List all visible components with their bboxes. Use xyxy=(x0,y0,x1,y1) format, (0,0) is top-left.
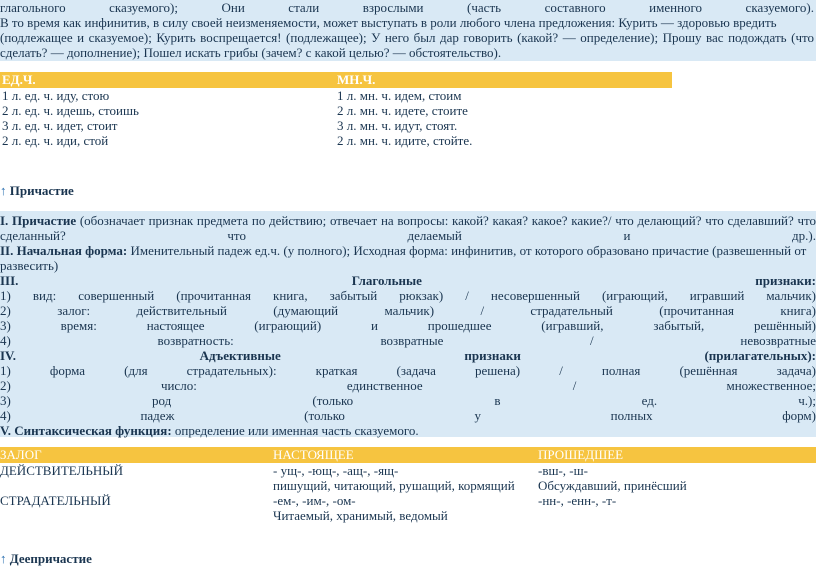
table-row xyxy=(0,118,672,133)
list-item: 1) форма (для страдательных): краткая (задача решена) / полная (решённая задача) xyxy=(0,363,816,378)
list-item: 4) возвратность: возвратные / невозвратные xyxy=(0,333,816,348)
table-row xyxy=(0,493,816,523)
table-cell: ДЕЙСТВИТЕЛЬНЫЙ xyxy=(0,463,123,478)
gerund-heading xyxy=(0,551,92,566)
table-cell: 3 л. мн. ч. идут, стоят. xyxy=(337,118,458,133)
back-to-top-link[interactable]: ↑ xyxy=(0,183,7,198)
table-header-row xyxy=(0,447,816,463)
table-cell: -нн-, -енн-, -т- xyxy=(538,493,617,508)
list-item: 4) падеж (только у полных форм) xyxy=(0,408,816,423)
text-line: развесить) xyxy=(0,258,59,273)
list-item: 1) вид: совершенный (прочитанная книга, забытый рюкзак) / несовершенный (играющий, игравший мальчик) xyxy=(0,288,816,303)
table-cell: 3 л. ед. ч. идет, стоит xyxy=(2,118,118,133)
list-item: 3) время: настоящее (играющий) и прошедшее (игравший, забытый, решённый) xyxy=(0,318,816,333)
back-to-top-link[interactable]: ↑ xyxy=(0,551,7,566)
table-cell: - ущ-, -ющ-, -ащ-, -ящ- пишущий, читающий, рушащий, кормящий xyxy=(273,463,515,493)
header-voice: ЗАЛОГ xyxy=(0,447,273,463)
bold-label: V. Синтаксическая функция: xyxy=(0,423,172,438)
text-line: I. Причастие (обозначает признак предмета по действию; отвечает на вопросы: какой? какая? какое? какие?/ что делающий? что сделавший? что xyxy=(0,213,816,228)
voice-tense-table xyxy=(0,447,816,523)
text-line: сделать? — дополнение); Пошел искать грибы (зачем? с какой целью? — обстоятельство). xyxy=(0,45,502,60)
text-line: сделанный? что делаемый и др.). xyxy=(0,228,816,243)
table-cell: СТРАДАТЕЛЬНЫЙ xyxy=(0,493,111,508)
table-cell: 2 л. мн. ч. идете, стоите xyxy=(337,103,468,118)
header-plural: МН.Ч. xyxy=(335,72,672,88)
text-line: В то время как инфинитив, в силу своей неизменяемости, может выступать в роли любого члена предложения: Курить — здоровью вредить xyxy=(0,15,777,30)
header-singular: ЕД.Ч. xyxy=(0,72,335,88)
participle-text-block xyxy=(0,211,816,437)
text-line: (подлежащее и сказуемое); Курить воспрещается! (подлежащее); У него был дар говорить (какой? — определение); Прошу вас подождать (что xyxy=(0,30,814,45)
list-item: 3) род (только в ед. ч.); xyxy=(0,393,816,408)
table-cell: 1 л. мн. ч. идем, стоим xyxy=(337,88,462,103)
table-cell: 1 л. ед. ч. иду, стою xyxy=(2,88,110,103)
bold-label: III. Глагольные признаки: xyxy=(0,273,816,288)
header-past: ПРОШЕДШЕЕ xyxy=(538,447,816,463)
table-row xyxy=(0,133,672,148)
text-line: V. Синтаксическая функция: определение или именная часть сказуемого. xyxy=(0,423,419,438)
list-item: 2) число: единственное / множественное; xyxy=(0,378,816,393)
list-item: 2) залог: действительный (думающий мальчик) / страдательный (прочитанная книга) xyxy=(0,303,816,318)
bold-label: IV. Адъективные признаки (прилагательных): xyxy=(0,348,816,363)
table-row xyxy=(0,103,672,118)
bold-label: II. Начальная форма: xyxy=(0,243,128,258)
table-cell: -ем-, -им-, -ом- Читаемый, хранимый, ведомый xyxy=(273,493,448,523)
table-cell: -вш-, -ш- Обсуждавший, принёсший xyxy=(538,463,687,493)
participle-heading xyxy=(0,183,74,198)
table-cell: 2 л. мн. ч. идите, стойте. xyxy=(337,133,473,148)
text-line: глагольного сказуемого); Они стали взрослыми (часть составного именного сказуемого). xyxy=(0,0,814,15)
text-line xyxy=(0,273,816,288)
table-row xyxy=(0,88,672,103)
section-title: Деепричастие xyxy=(9,551,92,566)
table-cell: 2 л. ед. ч. идешь, стоишь xyxy=(2,103,139,118)
table-row xyxy=(0,463,816,493)
text-line xyxy=(0,348,816,363)
table-cell: 2 л. ед. ч. иди, стой xyxy=(2,133,109,148)
header-present: НАСТОЯЩЕЕ xyxy=(273,447,538,463)
text-line: II. Начальная форма: Именительный падеж ед.ч. (у полного); Исходная форма: инфинитив, от которого образовано причастие (развешенный от xyxy=(0,243,807,258)
section-title: Причастие xyxy=(9,183,74,198)
bold-label: I. Причастие xyxy=(0,213,77,228)
conjugation-table xyxy=(0,72,672,148)
table-header-row xyxy=(0,72,672,88)
infinitive-text-block xyxy=(0,0,816,61)
